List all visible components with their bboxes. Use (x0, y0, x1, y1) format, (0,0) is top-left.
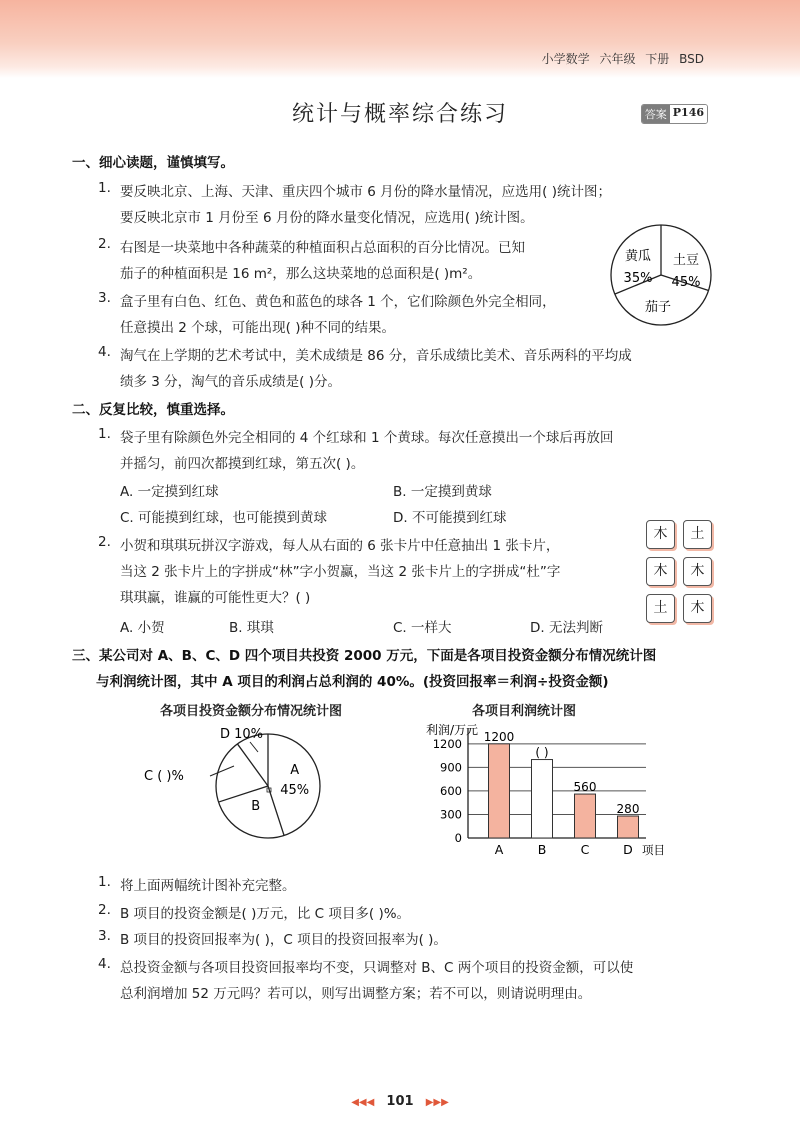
bar-xtick-b: B (537, 842, 547, 857)
s2-q1-option-a[interactable]: A. 一定摸到红球 (120, 484, 219, 500)
page-footer (0, 1094, 800, 1109)
s1-q1-num: 1. (98, 180, 111, 196)
s1-q3-num: 3. (98, 290, 111, 306)
char-card-1: 木 (646, 520, 675, 549)
veg-slice-label-cucumber: 黄瓜 (624, 249, 652, 264)
s3-q4-num: 4. (98, 956, 111, 972)
bar-data-label-d: 280 (616, 802, 640, 817)
bar-c (575, 794, 596, 838)
invest-slice-label-c-outside: C ( )% (144, 769, 184, 784)
investment-pie-chart (140, 722, 340, 852)
s1-q4-line1: 淘气在上学期的艺术考试中，美术成绩是 86 分，音乐成绩比美术、音乐两科的平均成 (120, 348, 632, 364)
bar-ytick-0: 0 (454, 831, 462, 845)
bar-xtick-d: D (623, 842, 633, 857)
book-info: 小学数学 六年级 下册 BSD (541, 52, 704, 66)
bar-xtick-c: C (580, 842, 590, 857)
s3-q2-text: B 项目的投资金额是( )万元，比 C 项目多( )%。 (120, 906, 411, 922)
answer-page: P146 (670, 105, 707, 123)
s3-q2-num: 2. (98, 902, 111, 918)
s3-q3-num: 3. (98, 928, 111, 944)
char-card-4: 木 (683, 557, 712, 586)
s3-q3-text: B 项目的投资回报率为( )，C 项目的投资回报率为( )。 (120, 932, 447, 948)
s2-q1-option-d[interactable]: D. 不可能摸到红球 (393, 510, 507, 526)
s2-q1-num: 1. (98, 426, 111, 442)
s1-q2-line2: 茄子的种植面积是 16 m²，那么这块菜地的总面积是( )m²。 (120, 266, 482, 282)
bar-xtick-a: A (494, 842, 504, 857)
s2-q1-option-c[interactable]: C. 可能摸到红球，也可能摸到黄球 (120, 510, 328, 526)
s1-q4-line2: 绩多 3 分，淘气的音乐成绩是( )分。 (120, 374, 341, 390)
invest-slice-pct-a: 45% (280, 782, 310, 798)
vegetable-pie-chart (608, 222, 714, 328)
s1-q2-num: 2. (98, 236, 111, 252)
section2-heading: 二、反复比较，慎重选择。 (72, 402, 234, 418)
s2-q1-line2: 并摇匀，前四次都摸到红球，第五次( )。 (120, 456, 365, 472)
prev-arrows-icon[interactable]: ◀◀◀ (351, 1097, 375, 1108)
s2-q2-line1: 小贺和琪琪玩拼汉字游戏，每人从右面的 6 张卡片中任意抽出 1 张卡片， (120, 538, 560, 554)
profit-bar-title: 各项目利润统计图 (472, 704, 577, 719)
bar-b (532, 760, 553, 838)
s3-q1-text: 将上面两幅统计图补充完整。 (120, 878, 296, 894)
s1-q3-line2: 任意摸出 2 个球，可能出现( )种不同的结果。 (120, 320, 395, 336)
s2-q1-option-b[interactable]: B. 一定摸到黄球 (393, 484, 492, 500)
section3-line1: 三、某公司对 A、B、C、D 四个项目共投资 2000 万元，下面是各项目投资金额分布情况统计图 (72, 648, 657, 664)
answer-label: 答案 (642, 105, 670, 123)
bar-d (618, 816, 639, 838)
s3-q4-line1: 总投资金额与各项目投资回报率均不变，只调整对 B、C 两个项目的投资金额，可以使 (120, 960, 634, 976)
s2-q1-line1: 袋子里有除颜色外完全相同的 4 个红球和 1 个黄球。每次任意摸出一个球后再放回 (120, 430, 614, 446)
char-card-6: 木 (683, 594, 712, 623)
s1-q1-line1: 要反映北京、上海、天津、重庆四个城市 6 月份的降水量情况，应选用( )统计图； (120, 184, 611, 200)
page-number: 101 (386, 1094, 414, 1109)
bar-data-label-c: 560 (573, 780, 597, 795)
s2-q2-line2: 当这 2 张卡片上的字拼成“林”字小贺赢，当这 2 张卡片上的字拼成“杜”字 (120, 564, 561, 580)
page-title: 统计与概率综合练习 (291, 102, 508, 127)
investment-pie-title: 各项目投资金额分布情况统计图 (160, 704, 343, 719)
answer-reference[interactable] (641, 104, 708, 124)
bar-data-label-a: 1200 (483, 729, 515, 744)
s1-q3-line1: 盒子里有白色、红色、黄色和蓝色的球各 1 个，它们除颜色外完全相同， (120, 294, 556, 310)
bar-ytick-300: 300 (440, 807, 462, 822)
char-card-2: 土 (683, 520, 712, 549)
bar-xlabel: 项目 (642, 843, 665, 857)
invest-slice-label-b: B (251, 799, 261, 815)
next-arrows-icon[interactable]: ▶▶▶ (425, 1097, 449, 1108)
section1-heading: 一、细心读题，谨慎填写。 (72, 155, 234, 171)
bar-ytick-1200: 1200 (432, 736, 462, 751)
profit-bar-chart (424, 720, 684, 864)
char-card-3: 木 (646, 557, 675, 586)
s1-q1-line2: 要反映北京市 1 月份至 6 月份的降水量变化情况，应选用( )统计图。 (120, 210, 534, 226)
char-card-5: 土 (646, 594, 675, 623)
s2-q2-option-a[interactable]: A. 小贺 (120, 620, 165, 636)
s2-q2-num: 2. (98, 534, 111, 550)
section3-line2: 与利润统计图，其中 A 项目的利润占总利润的 40%。(投资回报率＝利润÷投资金额) (96, 674, 609, 690)
veg-slice-label-potato: 土豆 (672, 253, 700, 268)
bar-ylabel: 利润/万元 (426, 723, 479, 737)
invest-slice-label-a: A (290, 762, 300, 778)
veg-slice-pct-potato: 45% (671, 275, 701, 290)
s3-q4-line2: 总利润增加 52 万元吗？若可以，则写出调整方案；若不可以，则请说明理由。 (120, 986, 592, 1002)
bar-a (489, 744, 510, 838)
bar-data-label-b: ( ) (535, 745, 549, 760)
s2-q2-line3: 琪琪赢，谁赢的可能性更大？( ) (120, 590, 311, 606)
veg-slice-pct-cucumber: 35% (623, 271, 653, 286)
s2-q2-option-c[interactable]: C. 一样大 (393, 620, 452, 636)
s2-q2-option-d[interactable]: D. 无法判断 (530, 620, 603, 636)
s1-q2-line1: 右图是一块菜地中各种蔬菜的种植面积占总面积的百分比情况。已知 (120, 240, 525, 256)
s3-q1-num: 1. (98, 874, 111, 890)
veg-slice-label-eggplant: 茄子 (644, 300, 672, 315)
s2-q2-option-b[interactable]: B. 琪琪 (229, 620, 274, 636)
invest-slice-label-d-outside: D 10% (220, 727, 264, 742)
s1-q4-num: 4. (98, 344, 111, 360)
bar-ytick-600: 600 (440, 783, 462, 798)
bar-ytick-900: 900 (440, 760, 462, 775)
